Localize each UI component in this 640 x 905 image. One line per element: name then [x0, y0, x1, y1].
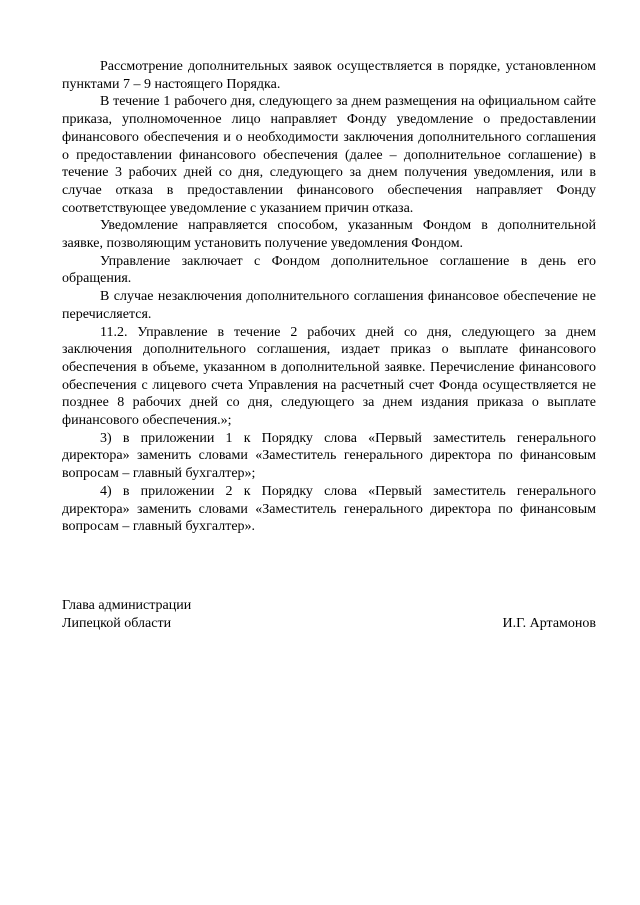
- paragraph-clause-11-2: 11.2. Управление в течение 2 рабочих дней со дня, следующего за днем заключения дополнительного соглашения, издает приказ о выплате финансового обеспечения в объеме, указанном в дополнительной заявке. Перечисление финансового обеспечения с лицевого счета Управления на расчетный счет Фонда осуществляется не позднее 8 рабочих дней со дня, следующего за днем издания приказа о выплате финансового обеспечения.»;: [62, 324, 596, 429]
- signatory-position-line1: Глава администрации: [62, 598, 192, 613]
- paragraph-non-conclusion: В случае незаключения дополнительного соглашения финансовое обеспечение не перечисляется.: [62, 289, 596, 322]
- signatory-position-line2: Липецкой области: [62, 615, 172, 631]
- signature-row: [62, 615, 596, 633]
- paragraph-notification-method: Уведомление направляется способом, указанным Фондом в дополнительной заявке, позволяющим установить получение уведомления Фондом.: [62, 218, 596, 252]
- paragraph-notification-deadline: В течение 1 рабочего дня, следующего за днем размещения на официальном сайте приказа, уполномоченное лицо направляет Фонду уведомление о предоставлении финансового обеспечения и о необходимости заключения дополнительного соглашения о предоставлении финансового обеспечения (далее – дополнительное соглашение) в течение 3 рабочих дней со дня, следующего за днем получения уведомления, или в случае отказа в предоставлении финансового обеспечения направляет Фонду соответствующее уведомление с указанием причин отказа.: [62, 94, 596, 216]
- paragraph-appendix-1-change: 3) в приложении 1 к Порядку слова «Первый заместитель генерального директора» заменить словами «Заместитель генерального директора по финансовым вопросам – главный бухгалтер»;: [62, 430, 596, 482]
- signatory-name: И.Г. Артамонов: [502, 615, 596, 631]
- paragraph-additional-applications: Рассмотрение дополнительных заявок осуществляется в порядке, установленном пунктами 7 – 9 настоящего Порядка.: [62, 59, 596, 92]
- signature-block: [62, 597, 596, 632]
- document-body: [62, 58, 596, 536]
- paragraph-agreement-conclusion: Управление заключает с Фондом дополнительное соглашение в день его обращения.: [62, 253, 596, 287]
- paragraph-appendix-2-change: 4) в приложении 2 к Порядку слова «Первый заместитель генерального директора» заменить словами «Заместитель генерального директора по финансовым вопросам – главный бухгалтер».: [62, 483, 596, 535]
